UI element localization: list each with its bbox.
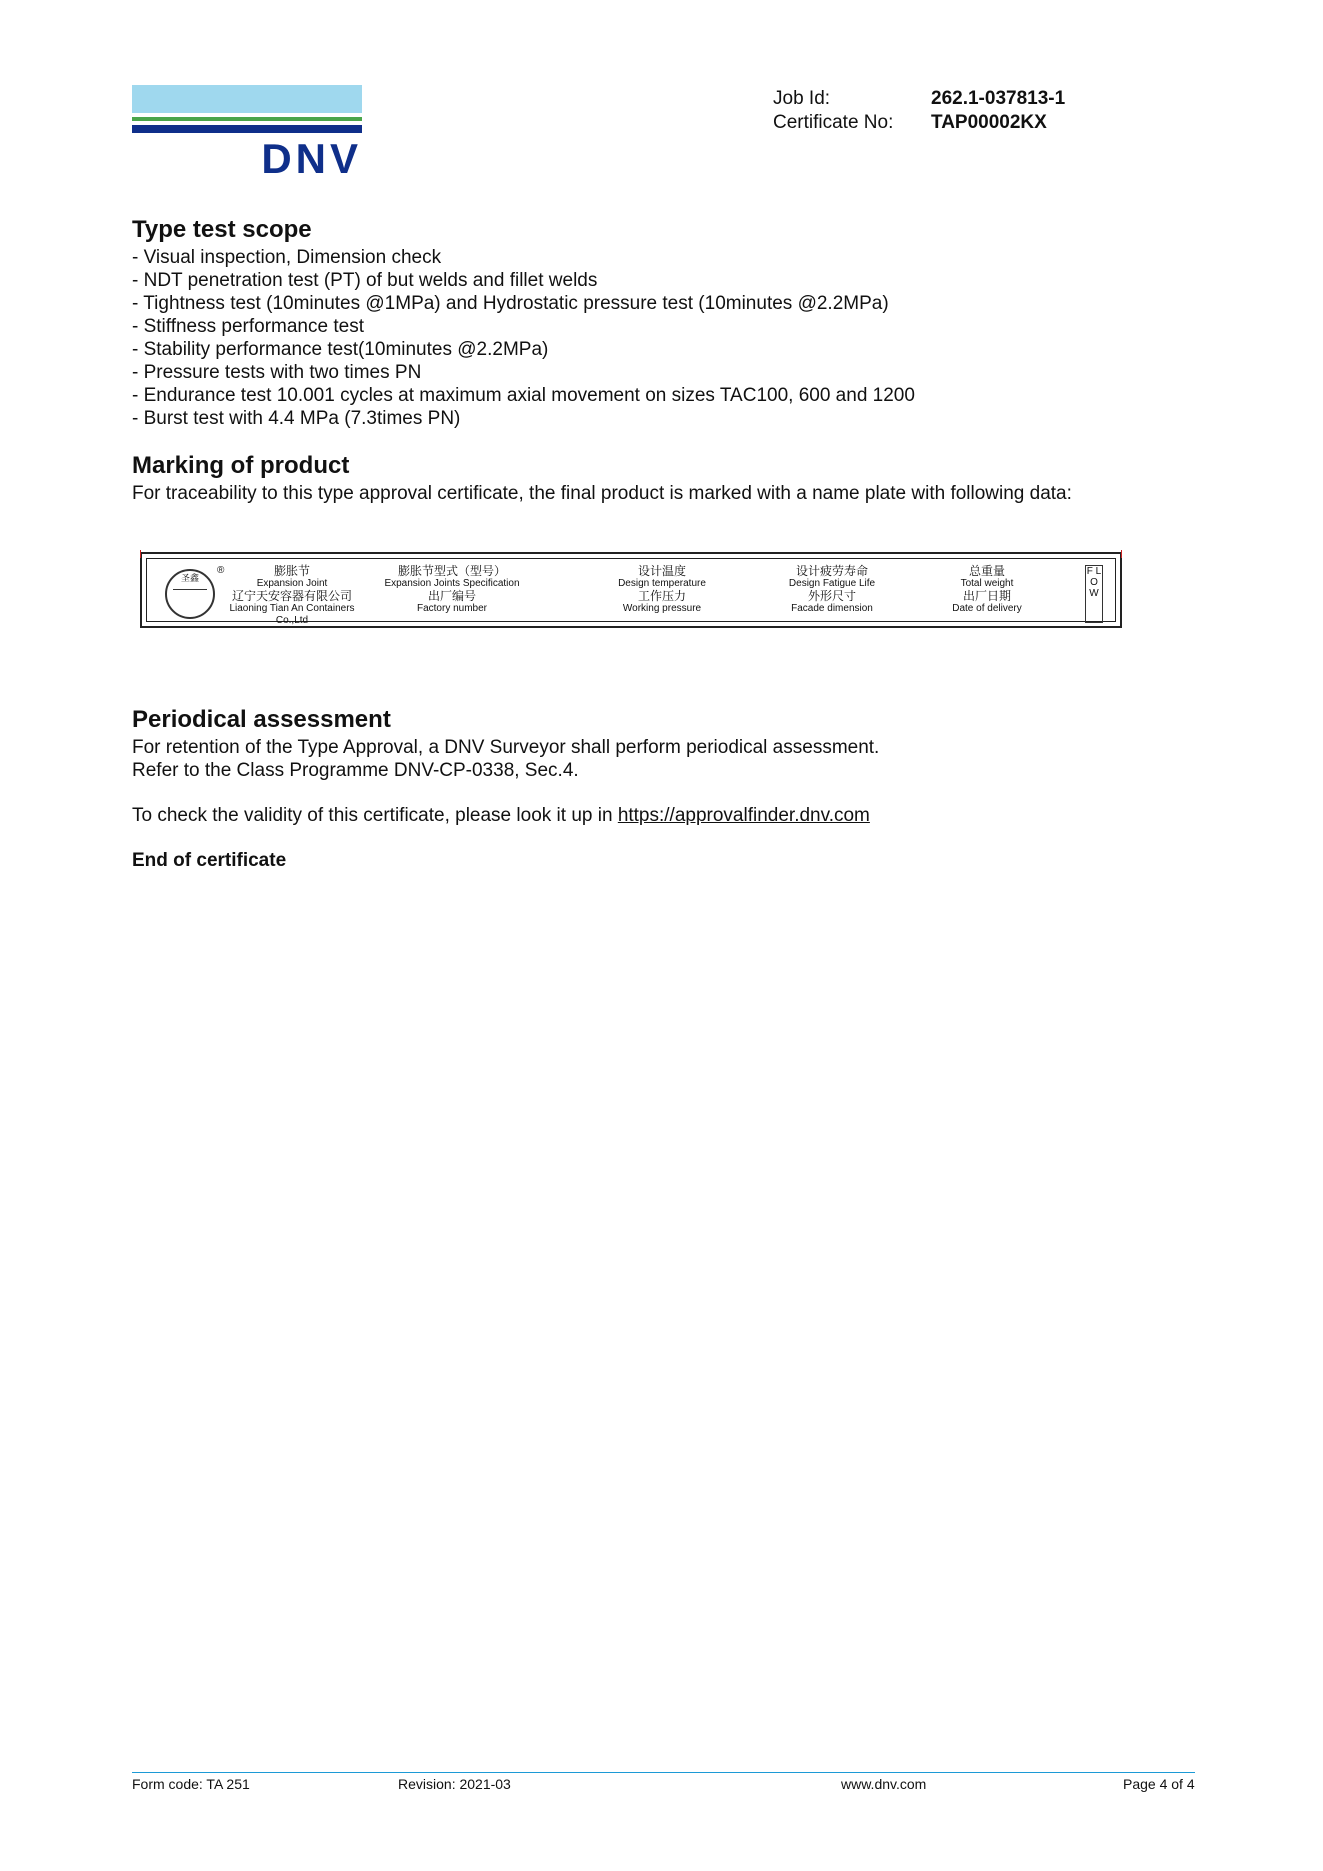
- logo-green-bar: [132, 117, 362, 121]
- type-test-scope-section: [132, 216, 915, 430]
- registered-mark: ®: [217, 565, 225, 576]
- list-item: - Tightness test (10minutes @1MPa) and Hydrostatic pressure test (10minutes @2.2MPa): [132, 293, 889, 314]
- marking-text: For traceability to this type approval certificate, the final product is marked with a name plate with following data:: [132, 483, 1072, 504]
- nameplate-col-company: [217, 565, 367, 627]
- end-of-certificate: End of certificate: [132, 850, 287, 871]
- list-item: - Endurance test 10.001 cycles at maximum axial movement on sizes TAC100, 600 and 1200: [132, 385, 915, 406]
- company-seal-icon: [165, 569, 215, 619]
- seal-text: 圣鑫: [180, 573, 199, 583]
- validity-paragraph: [132, 804, 879, 827]
- list-item: - Burst test with 4.4 MPa (7.3times PN): [132, 408, 461, 429]
- col4-en2: Facade dimension: [791, 603, 873, 614]
- col3-en: Design temperature: [618, 578, 706, 589]
- certificate-meta: [773, 87, 1065, 135]
- col2-en: Expansion Joints Specification: [384, 578, 520, 589]
- certificate-no-row: [773, 111, 1065, 135]
- name-plate-image: [140, 552, 1122, 628]
- job-id-value: 262.1-037813-1: [931, 88, 1066, 109]
- col1-cn: 膨胀节: [273, 564, 310, 578]
- col1-en2: Liaoning Tian An Containers Co.,Ltd: [229, 603, 355, 626]
- col4-cn2: 外形尺寸: [807, 589, 856, 603]
- col1-en: Expansion Joint: [256, 578, 328, 589]
- periodical-line2: Refer to the Class Programme DNV-CP-0338, Sec.4.: [132, 760, 579, 781]
- nameplate-col-weight: [927, 565, 1047, 615]
- col1-cn2: 辽宁天安容器有限公司: [231, 589, 352, 603]
- logo-wordmark: DNV: [261, 135, 362, 182]
- footer-page-number: Page 4 of 4: [1123, 1776, 1195, 1792]
- approval-finder-link[interactable]: https://approvalfinder.dnv.com: [617, 805, 870, 826]
- red-corner-mark: [1121, 550, 1122, 558]
- col5-en: Total weight: [960, 578, 1014, 589]
- seal-wave: [173, 589, 207, 590]
- logo-dark-blue-bar: [132, 125, 362, 133]
- logo-light-blue-bar: [132, 85, 362, 113]
- job-id-label: Job Id:: [773, 88, 831, 109]
- type-test-scope-list: [132, 246, 915, 430]
- col5-cn2: 出厂日期: [962, 589, 1011, 603]
- name-plate-inner-border: [146, 558, 1116, 626]
- periodical-assessment-section: [132, 706, 879, 872]
- list-item: - Stability performance test(10minutes @2.2MPa): [132, 339, 549, 360]
- col4-en: Design Fatigue Life: [788, 578, 876, 589]
- periodical-line1: For retention of the Type Approval, a DNV Surveyor shall perform periodical assessment.: [132, 737, 880, 758]
- col2-en2: Factory number: [416, 603, 488, 614]
- col3-cn: 设计温度: [637, 564, 686, 578]
- list-item: - NDT penetration test (PT) of but welds and fillet welds: [132, 270, 598, 291]
- certificate-no-value: TAP00002KX: [931, 112, 1047, 133]
- col5-en2: Date of delivery: [952, 603, 1022, 614]
- nameplate-col-spec: [372, 565, 532, 615]
- list-item: - Stiffness performance test: [132, 316, 364, 337]
- col2-cn: 膨胀节型式（型号）: [397, 564, 506, 578]
- col4-cn: 设计疲劳寿命: [795, 564, 868, 578]
- job-id-row: [773, 87, 1065, 111]
- footer-revision: Revision: 2021-03: [398, 1776, 511, 1792]
- dnv-logo: [132, 85, 362, 182]
- col3-cn2: 工作压力: [637, 589, 686, 603]
- list-item: - Pressure tests with two times PN: [132, 362, 422, 383]
- col5-cn: 总重量: [968, 564, 1005, 578]
- marking-title: Marking of product: [132, 452, 350, 479]
- certificate-no-label: Certificate No:: [773, 112, 894, 133]
- red-corner-mark: [140, 550, 141, 558]
- list-item: - Visual inspection, Dimension check: [132, 247, 442, 268]
- flow-arrow-icon: F L O W: [1085, 565, 1103, 623]
- footer-form-code: Form code: TA 251: [132, 1776, 250, 1792]
- nameplate-col-fatigue: [757, 565, 907, 615]
- type-test-scope-title: Type test scope: [132, 216, 312, 243]
- marking-section: [132, 452, 1072, 505]
- footer-website[interactable]: www.dnv.com: [841, 1776, 927, 1792]
- col3-en2: Working pressure: [622, 603, 702, 614]
- validity-text: To check the validity of this certificate, please look it up in: [132, 805, 618, 826]
- nameplate-col-temperature: [587, 565, 737, 615]
- col2-cn2: 出厂编号: [427, 589, 476, 603]
- footer-divider: [132, 1772, 1195, 1773]
- periodical-title: Periodical assessment: [132, 706, 391, 733]
